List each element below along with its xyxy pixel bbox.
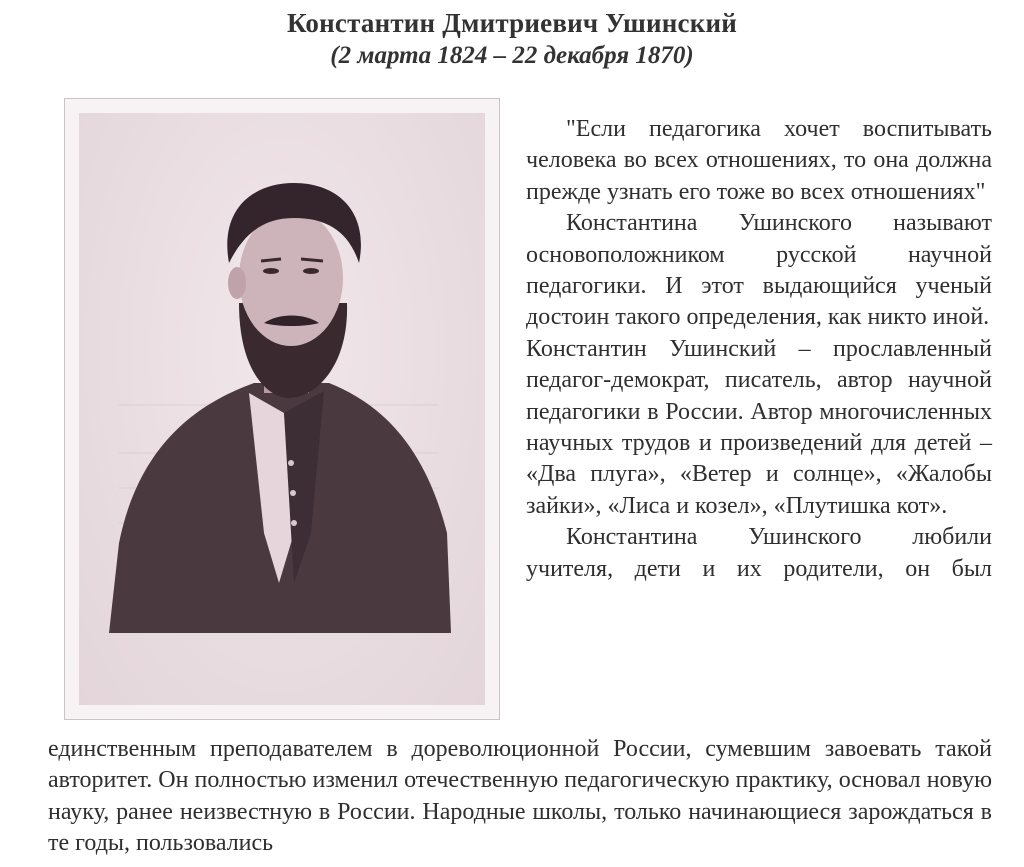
portrait-frame <box>64 98 500 720</box>
paragraph-respect-start: Константина Ушинского любили учителя, дети и их родители, он был <box>526 524 992 582</box>
quote-paragraph: "Если педагогика хочет воспитывать человека во всех отношениях, то она должна прежде узнать его тоже во всех отношениях" <box>526 116 992 205</box>
paragraph-biography: Константин Ушинский – прославленный педагог-демократ, писатель, автор научной педагогики в России. Автор многочисленных научных трудов и произведений для детей – «Два плуга», «Ветер и солнце», «Жалобы зайки», «Лиса и козел», «Плутишка кот». <box>526 335 992 519</box>
page-title: Константин Дмитриевич Ушинский <box>287 8 737 38</box>
paragraph-founder: Константина Ушинского называют основоположником русской научной педагогики. И этот выдающийся ученый достоин такого определения, как никто иной. <box>526 210 992 331</box>
text-column <box>526 114 992 585</box>
paragraph-respect-continued: единственным преподавателем в дореволюционной России, сумевшим завоевать такой авторитет. Он полностью изменил отечественную педагогическую практику, основал новую науку, ранее неизвестную в России. Народные школы, только начинающиеся зарождаться в те годы, пользовались <box>48 736 992 857</box>
life-dates: (2 марта 1824 – 22 декабря 1870) <box>330 42 694 69</box>
bottom-text <box>48 734 992 860</box>
portrait-illustration <box>79 113 485 705</box>
portrait-photo <box>79 113 485 705</box>
